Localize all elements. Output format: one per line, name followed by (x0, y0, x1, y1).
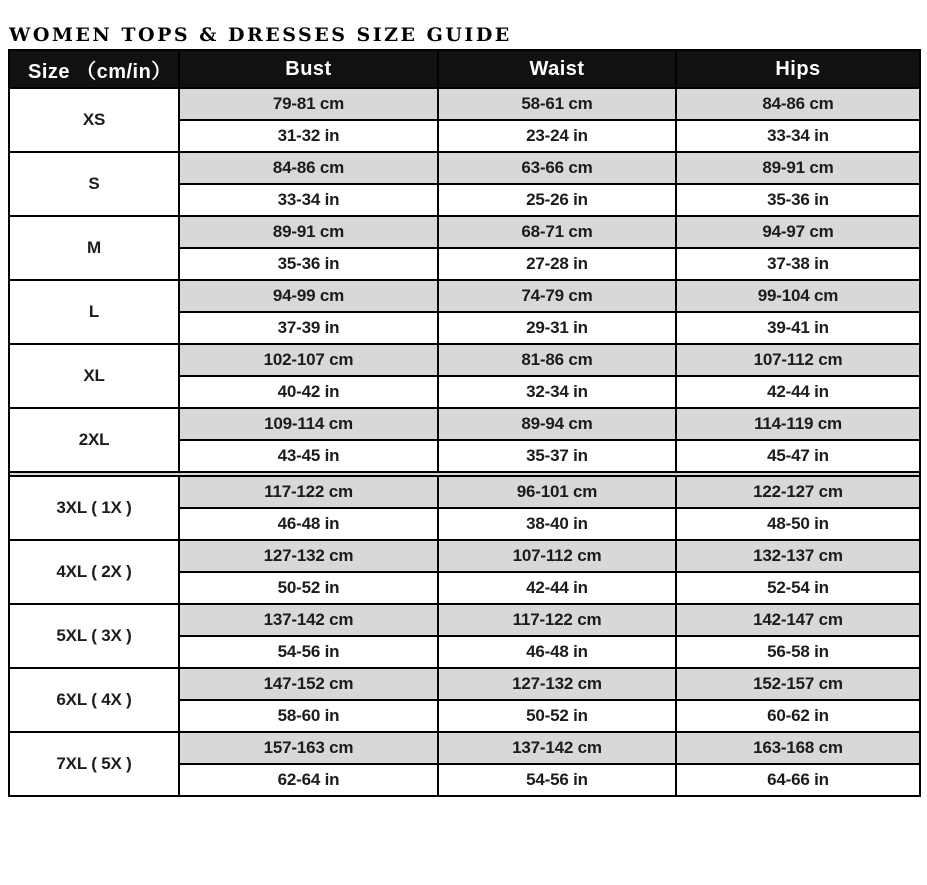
measurement-in-cell: 52-54 in (676, 572, 920, 604)
measurement-cm-cell: 137-142 cm (438, 732, 676, 764)
measurement-in-cell: 39-41 in (676, 312, 920, 344)
size-label: L (9, 280, 179, 344)
column-header-size: Size （cm/in） (9, 50, 179, 88)
size-label: M (9, 216, 179, 280)
size-row-cm (9, 604, 920, 636)
size-label: 5XL ( 3X ) (9, 604, 179, 668)
measurement-in-cell: 35-36 in (676, 184, 920, 216)
measurement-in-cell: 33-34 in (179, 184, 438, 216)
page-title: WOMEN TOPS & DRESSES SIZE GUIDE (9, 24, 512, 46)
measurement-in-cell: 50-52 in (438, 700, 676, 732)
measurement-cm-cell: 163-168 cm (676, 732, 920, 764)
measurement-in-cell: 42-44 in (438, 572, 676, 604)
size-label: 6XL ( 4X ) (9, 668, 179, 732)
measurement-cm-cell: 89-94 cm (438, 408, 676, 440)
measurement-in-cell: 38-40 in (438, 508, 676, 540)
measurement-in-cell: 62-64 in (179, 764, 438, 796)
measurement-in-cell: 56-58 in (676, 636, 920, 668)
measurement-cm-cell: 107-112 cm (676, 344, 920, 376)
measurement-cm-cell: 109-114 cm (179, 408, 438, 440)
measurement-in-cell: 64-66 in (676, 764, 920, 796)
measurement-in-cell: 33-34 in (676, 120, 920, 152)
size-row-cm (9, 344, 920, 376)
size-label: XS (9, 88, 179, 152)
table-header (9, 50, 920, 88)
measurement-cm-cell: 81-86 cm (438, 344, 676, 376)
size-label: 2XL (9, 408, 179, 472)
measurement-cm-cell: 96-101 cm (438, 476, 676, 508)
measurement-in-cell: 50-52 in (179, 572, 438, 604)
size-row-cm (9, 408, 920, 440)
size-row-cm (9, 668, 920, 700)
measurement-in-cell: 42-44 in (676, 376, 920, 408)
measurement-in-cell: 32-34 in (438, 376, 676, 408)
measurement-cm-cell: 89-91 cm (179, 216, 438, 248)
measurement-cm-cell: 122-127 cm (676, 476, 920, 508)
measurement-cm-cell: 114-119 cm (676, 408, 920, 440)
measurement-cm-cell: 147-152 cm (179, 668, 438, 700)
measurement-cm-cell: 132-137 cm (676, 540, 920, 572)
column-header-bust: Bust (179, 50, 438, 88)
measurement-in-cell: 27-28 in (438, 248, 676, 280)
measurement-in-cell: 37-38 in (676, 248, 920, 280)
size-row-cm (9, 732, 920, 764)
measurement-cm-cell: 94-99 cm (179, 280, 438, 312)
measurement-cm-cell: 84-86 cm (676, 88, 920, 120)
measurement-cm-cell: 117-122 cm (179, 476, 438, 508)
column-header-waist: Waist (438, 50, 676, 88)
size-table-body (9, 88, 920, 796)
size-label: 4XL ( 2X ) (9, 540, 179, 604)
measurement-in-cell: 25-26 in (438, 184, 676, 216)
size-row-cm (9, 216, 920, 248)
measurement-in-cell: 46-48 in (438, 636, 676, 668)
measurement-cm-cell: 117-122 cm (438, 604, 676, 636)
measurement-in-cell: 35-36 in (179, 248, 438, 280)
measurement-cm-cell: 74-79 cm (438, 280, 676, 312)
size-row-cm (9, 476, 920, 508)
measurement-in-cell: 46-48 in (179, 508, 438, 540)
measurement-in-cell: 40-42 in (179, 376, 438, 408)
measurement-cm-cell: 102-107 cm (179, 344, 438, 376)
size-label: XL (9, 344, 179, 408)
measurement-in-cell: 45-47 in (676, 440, 920, 472)
measurement-in-cell: 60-62 in (676, 700, 920, 732)
measurement-in-cell: 23-24 in (438, 120, 676, 152)
measurement-cm-cell: 79-81 cm (179, 88, 438, 120)
size-row-cm (9, 152, 920, 184)
measurement-cm-cell: 127-132 cm (438, 668, 676, 700)
measurement-cm-cell: 89-91 cm (676, 152, 920, 184)
size-label: S (9, 152, 179, 216)
measurement-in-cell: 31-32 in (179, 120, 438, 152)
size-guide-table (8, 49, 921, 797)
measurement-cm-cell: 142-147 cm (676, 604, 920, 636)
measurement-cm-cell: 94-97 cm (676, 216, 920, 248)
size-label: 7XL ( 5X ) (9, 732, 179, 796)
size-row-cm (9, 88, 920, 120)
measurement-in-cell: 58-60 in (179, 700, 438, 732)
measurement-cm-cell: 99-104 cm (676, 280, 920, 312)
measurement-in-cell: 54-56 in (179, 636, 438, 668)
measurement-cm-cell: 152-157 cm (676, 668, 920, 700)
measurement-in-cell: 54-56 in (438, 764, 676, 796)
measurement-cm-cell: 137-142 cm (179, 604, 438, 636)
measurement-in-cell: 29-31 in (438, 312, 676, 344)
measurement-cm-cell: 107-112 cm (438, 540, 676, 572)
measurement-cm-cell: 127-132 cm (179, 540, 438, 572)
header-row (9, 50, 920, 88)
size-label: 3XL ( 1X ) (9, 476, 179, 540)
measurement-cm-cell: 58-61 cm (438, 88, 676, 120)
measurement-cm-cell: 63-66 cm (438, 152, 676, 184)
size-row-cm (9, 280, 920, 312)
measurement-in-cell: 43-45 in (179, 440, 438, 472)
measurement-in-cell: 35-37 in (438, 440, 676, 472)
measurement-cm-cell: 157-163 cm (179, 732, 438, 764)
column-header-hips: Hips (676, 50, 920, 88)
measurement-in-cell: 48-50 in (676, 508, 920, 540)
size-row-cm (9, 540, 920, 572)
measurement-cm-cell: 68-71 cm (438, 216, 676, 248)
measurement-in-cell: 37-39 in (179, 312, 438, 344)
measurement-cm-cell: 84-86 cm (179, 152, 438, 184)
